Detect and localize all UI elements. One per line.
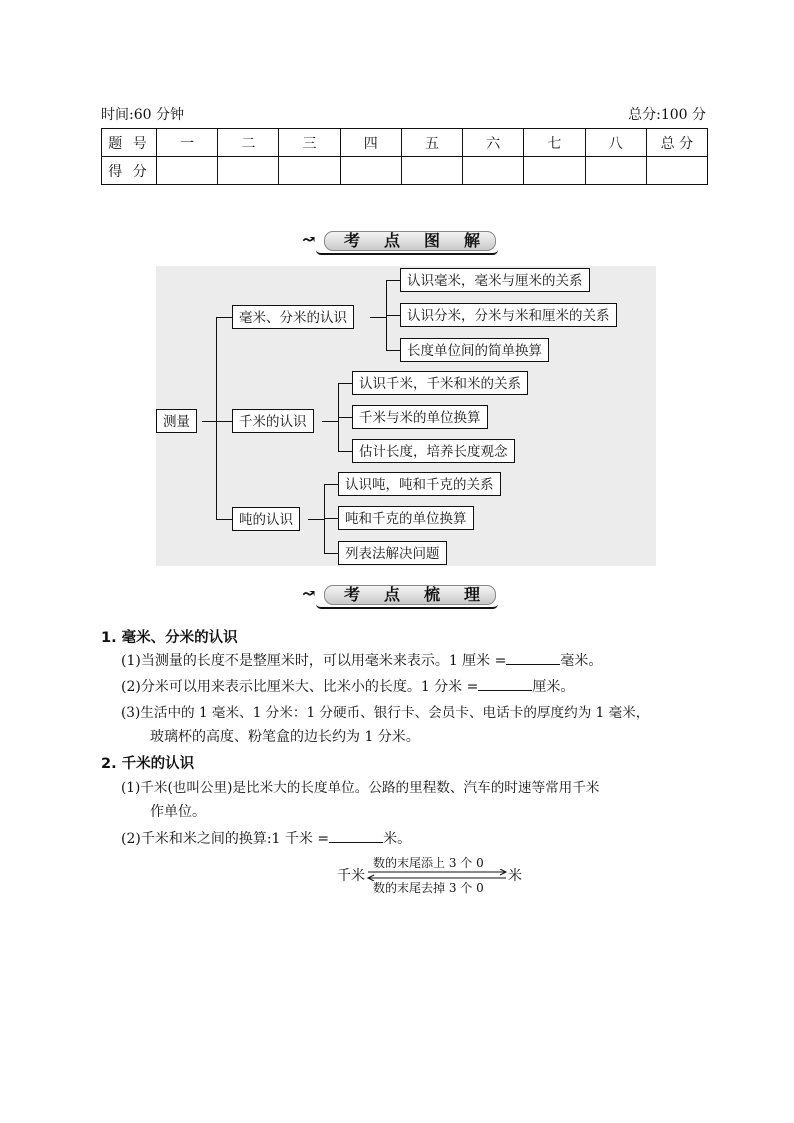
banner-char: 理 [463,585,480,604]
paragraph-text: (1)当测量的长度不是整厘米时，可以用毫米来表示。1 厘米 = [121,653,507,669]
branch-node-km: 千米的认识 [232,409,314,433]
leaf-node: 认识毫米，毫米与厘米的关系 [400,268,590,292]
paragraph-text: (2)千米和米之间的换算:1 千米 = [121,831,330,847]
column-header: 五 [401,129,462,157]
row-label-score: 得 分 [102,157,157,185]
column-header: 七 [524,129,585,157]
root-node: 测量 [156,409,197,433]
column-header: 八 [585,129,646,157]
answer-blank[interactable] [478,678,532,691]
paragraph: 玻璃杯的高度、粉笔盒的边长约为 1 分米。 [150,729,420,745]
branch-node-ton: 吨的认识 [232,507,300,531]
column-header: 二 [218,129,279,157]
paragraph: (1)千米(也叫公里)是比米大的长度单位。公路的里程数、汽车的时速等常用千米 [121,780,600,796]
score-cell[interactable] [524,157,585,185]
banner-char: 考 [343,585,360,604]
column-header: 一 [157,129,218,157]
score-cell[interactable] [340,157,401,185]
leaf-node: 长度单位间的简单换算 [400,338,549,362]
score-cell[interactable] [157,157,218,185]
leaf-node: 列表法解决问题 [338,541,447,565]
score-cell[interactable] [218,157,279,185]
paragraph [121,676,574,698]
conversion-left-unit: 千米 [337,868,365,884]
leaf-node: 认识吨，吨和千克的关系 [338,472,501,496]
conversion-right-unit: 米 [508,868,522,884]
paragraph [121,828,411,850]
score-cell[interactable] [585,157,646,185]
score-table [101,128,708,185]
arrow-icon: ↝ [302,230,316,249]
section-banner-summary [302,582,498,610]
banner-char: 点 [383,231,400,250]
section-banner-diagram [302,228,498,256]
banner-char: 考 [343,231,360,250]
section-title: 2. 千米的认识 [101,756,195,772]
score-cell[interactable] [279,157,340,185]
paragraph: 作单位。 [150,804,206,820]
table-row [102,157,708,185]
table-row [102,129,708,157]
leaf-node: 估计长度，培养长度观念 [352,439,515,463]
paragraph: (3)生活中的 1 毫米、1 分米：1 分硬币、银行卡、会员卡、电话卡的厚度约为 1 毫米， [121,705,650,721]
branch-node-mm-dm: 毫米、分米的认识 [232,305,354,329]
leaf-node: 认识千米，千米和米的关系 [352,371,528,395]
answer-blank[interactable] [329,830,383,843]
row-label-question-number: 题 号 [102,129,157,157]
paragraph-text: 米。 [383,831,412,847]
banner-char: 梳 [423,585,440,604]
conversion-top-label: 数的末尾添上 3 个 0 [373,856,484,870]
column-header: 四 [340,129,401,157]
banner-char: 解 [463,231,480,250]
answer-blank[interactable] [506,652,560,665]
paragraph-text: 毫米。 [560,653,603,669]
score-cell[interactable] [646,157,707,185]
leaf-node: 千米与米的单位换算 [352,405,488,429]
paragraph-text: (2)分米可以用来表示比厘米大、比米小的长度。1 分米 = [121,679,479,695]
arrow-icon: ↝ [302,584,316,603]
score-cell[interactable] [401,157,462,185]
paragraph [121,650,602,672]
column-header: 总 分 [646,129,707,157]
total-score-label: 总分:100 分 [628,107,706,123]
paragraph-text: 厘米。 [532,679,575,695]
leaf-node: 吨和千克的单位换算 [338,506,474,530]
time-label: 时间:60 分钟 [101,107,184,123]
banner-char: 点 [383,585,400,604]
column-header: 三 [279,129,340,157]
concept-diagram [156,266,656,566]
banner-char: 图 [423,231,440,250]
column-header: 六 [463,129,524,157]
section-title: 1. 毫米、分米的认识 [101,630,238,646]
conversion-bottom-label: 数的末尾去掉 3 个 0 [373,881,484,895]
leaf-node: 认识分米，分米与米和厘米的关系 [400,303,617,327]
score-cell[interactable] [463,157,524,185]
